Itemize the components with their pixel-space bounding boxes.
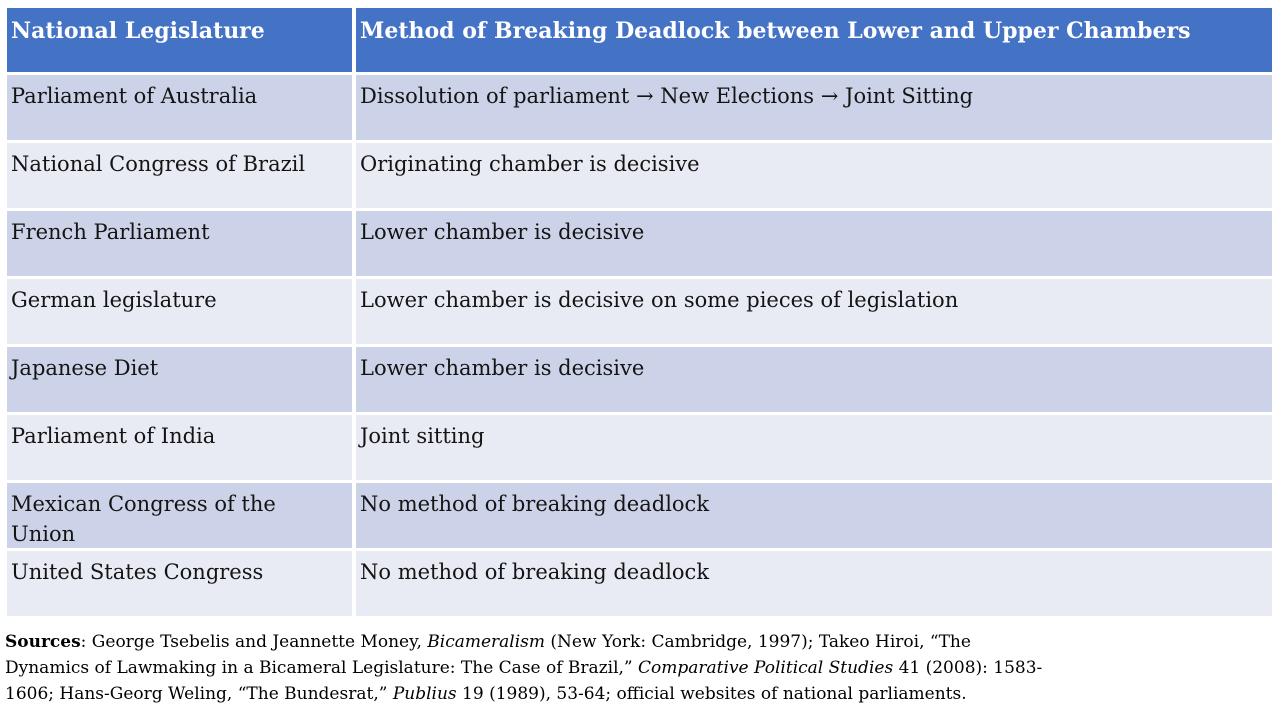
sources-text: (New York: Cambridge, 1997); Takeo Hiroi, “The [545,632,971,652]
sources-text: 1606; Hans-Georg Weling, “The Bundesrat,” [5,684,393,704]
sources-text: 41 (2008): 1583- [893,658,1043,678]
cell-method: No method of breaking deadlock [356,551,1272,616]
sources-text: Dynamics of Lawmaking in a Bicameral Legislature: The Case of Brazil,” [5,658,639,678]
header-cell-deadlock-method: Method of Breaking Deadlock between Lower and Upper Chambers [356,8,1272,72]
cell-legislature: Parliament of India [7,415,352,480]
sources-title-publius: Publius [392,684,457,704]
sources-line-3 [5,681,1275,707]
cell-legislature: United States Congress [7,551,352,616]
cell-legislature: Japanese Diet [7,347,352,412]
cell-legislature: National Congress of Brazil [7,143,352,208]
cell-method: Joint sitting [356,415,1272,480]
sources-title-bicameralism: Bicameralism [427,632,546,652]
cell-legislature: Parliament of Australia [7,75,352,140]
table-row-mexico [7,483,1272,548]
table-row-germany [7,279,1272,344]
cell-method: Lower chamber is decisive [356,211,1272,276]
sources-title-cps: Comparative Political Studies [638,658,894,678]
table-row-india [7,415,1272,480]
cell-method: Dissolution of parliament → New Elections → Joint Sitting [356,75,1272,140]
table-row-japan [7,347,1272,412]
sources-line-1 [5,629,1275,655]
cell-legislature: German legislature [7,279,352,344]
cell-legislature: French Parliament [7,211,352,276]
table-row-united-states [7,551,1272,616]
table-header-row [7,8,1272,72]
table-row-brazil [7,143,1272,208]
sources-line-2 [5,655,1275,681]
cell-legislature: Mexican Congress of the Union [7,483,352,548]
table-row-australia [7,75,1272,140]
sources-text: : George Tsebelis and Jeannette Money, [80,632,428,652]
header-cell-national-legislature: National Legislature [7,8,352,72]
cell-method: Lower chamber is decisive [356,347,1272,412]
cell-method: No method of breaking deadlock [356,483,1272,548]
sources-note [5,629,1275,707]
cell-method: Lower chamber is decisive on some pieces of legislation [356,279,1272,344]
sources-text: 19 (1989), 53-64; official websites of national parliaments. [456,684,967,704]
cell-method: Originating chamber is decisive [356,143,1272,208]
deadlock-table [7,8,1272,616]
table-row-france [7,211,1272,276]
sources-label: Sources [5,632,81,652]
